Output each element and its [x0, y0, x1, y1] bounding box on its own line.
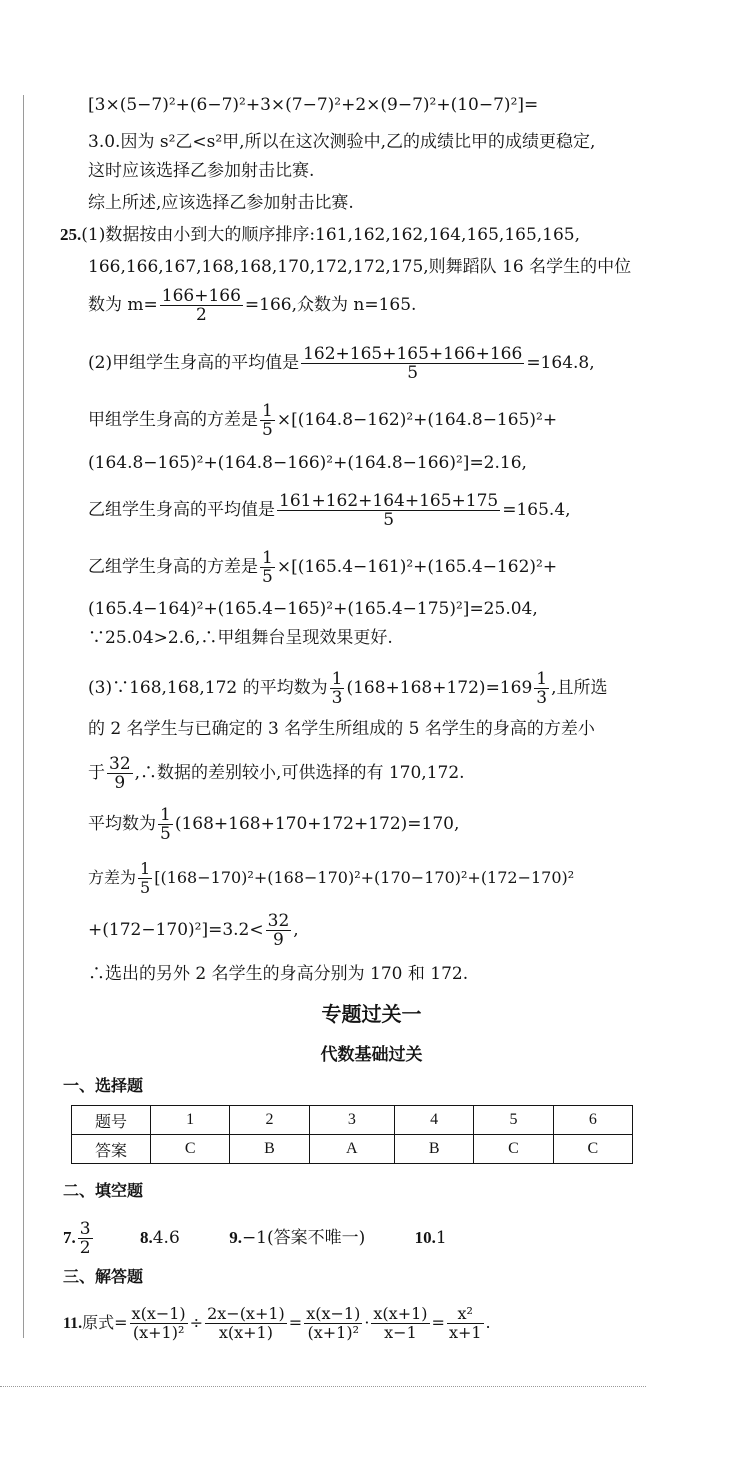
- q25-line-5: [88, 402, 557, 439]
- fraction: [130, 1305, 188, 1342]
- fraction: [266, 912, 292, 949]
- table-header-cell: 题号: [72, 1106, 151, 1135]
- q25-line-11: [88, 670, 608, 707]
- denominator: 5: [160, 824, 171, 844]
- q25-text: [(168−170)²+(168−170)²+(170−170)²+(172−170)²: [154, 868, 575, 887]
- fraction: [107, 755, 133, 792]
- prev-line-4: 综上所述,应该选择乙参加射击比赛.: [88, 193, 354, 213]
- table-row: [72, 1106, 633, 1135]
- table-cell: 3: [309, 1106, 394, 1135]
- q25-text: (1)数据按由小到大的顺序排序:161,162,162,164,165,165,165,: [81, 225, 581, 245]
- denominator: 5: [407, 363, 419, 383]
- table-cell: B: [230, 1135, 309, 1164]
- numerator: x(x+1): [373, 1304, 428, 1323]
- answer-text: 4.6: [152, 1228, 180, 1248]
- denominator: 9: [114, 773, 126, 793]
- prev-line-2: 3.0.因为 s²乙<s²甲,所以在这次测验中,乙的成绩比甲的成绩更稳定,: [88, 132, 596, 152]
- q25-text: +(172−170)²]=3.2<: [88, 920, 264, 940]
- prev-line-3: 这时应该选择乙参加射击比赛.: [88, 161, 315, 181]
- q25-line-2: 166,166,167,168,168,170,172,172,175,则舞蹈队 16 名学生的中位: [88, 257, 632, 277]
- heading-solutions: 三、解答题: [63, 1267, 144, 1286]
- q25-line-14: [88, 806, 459, 843]
- table-cell: 6: [553, 1106, 632, 1135]
- fraction: [78, 1220, 93, 1257]
- question-number: 10.: [414, 1228, 436, 1247]
- q25-text: 平均数为: [88, 814, 156, 834]
- prev-line-1: [3×(5−7)²+(6−7)²+3×(7−7)²+2×(9−7)²+(10−7)²]=: [88, 95, 539, 115]
- numerator: 1: [140, 859, 151, 878]
- q25-line-9: (165.4−164)²+(165.4−165)²+(165.4−175)²]=25.04,: [88, 599, 538, 619]
- q25-text: 方差为: [88, 868, 137, 887]
- fraction: [277, 492, 500, 529]
- q11-operator: =: [431, 1313, 445, 1332]
- q25-line-10: ∵25.04>2.6,∴甲组舞台呈现效果更好.: [88, 628, 393, 648]
- answer-text: 1: [435, 1228, 447, 1248]
- q25-text: 乙组学生身高的方差是: [88, 557, 258, 577]
- fraction: [160, 287, 243, 324]
- q25-line-12: 的 2 名学生与已确定的 3 名学生所组成的 5 名学生的身高的方差小: [88, 719, 595, 739]
- table-cell: 2: [230, 1106, 309, 1135]
- table-cell: 4: [395, 1106, 474, 1135]
- denominator: 5: [383, 510, 395, 530]
- q11-operator: ÷: [189, 1313, 204, 1332]
- q25-text: (168+168+170+172+172)=170,: [174, 814, 460, 834]
- denominator: 5: [140, 878, 151, 897]
- fraction: [158, 806, 173, 843]
- q25-line-17: ∴选出的另外 2 名学生的身高分别为 170 和 172.: [88, 964, 469, 984]
- q25-text: 于: [88, 763, 105, 783]
- heading-fill-blank: 二、填空题: [63, 1181, 144, 1200]
- q25-line-3: [88, 287, 416, 324]
- denominator: 5: [262, 420, 273, 440]
- footer-dotted-rule: [0, 1386, 646, 1387]
- fraction: [534, 670, 549, 707]
- heading-multiple-choice: 一、选择题: [63, 1076, 144, 1095]
- denominator: 9: [273, 930, 284, 950]
- numerator: 32: [267, 911, 290, 931]
- q25-line-15: [88, 860, 574, 897]
- question-number: 11.: [63, 1315, 83, 1332]
- q25-text: =164.8,: [526, 353, 595, 373]
- fraction: [260, 549, 275, 586]
- denominator: 3: [536, 688, 548, 708]
- numerator: x²: [447, 1305, 484, 1324]
- q11-text: .: [485, 1313, 491, 1332]
- denominator: x+1: [448, 1323, 482, 1342]
- denominator: 5: [262, 567, 273, 587]
- q11-line: [63, 1305, 491, 1342]
- q25-text: ,且所选: [551, 678, 608, 698]
- fraction: [138, 860, 152, 897]
- fraction: [260, 402, 275, 439]
- q25-text: ×[(165.4−161)²+(165.4−162)²+: [276, 557, 558, 577]
- numerator: 162+165+165+166+166: [303, 344, 523, 364]
- numerator: x(x−1): [131, 1304, 186, 1323]
- q25-line-7: [88, 492, 571, 529]
- numerator: 166+166: [161, 286, 241, 306]
- q25-text: =166,众数为 n=165.: [244, 295, 417, 315]
- q11-operator: ·: [364, 1313, 370, 1332]
- table-header-cell: 答案: [72, 1135, 151, 1164]
- table-cell: C: [151, 1135, 230, 1164]
- q25-line-8: [88, 549, 557, 586]
- section-subtitle: 代数基础过关: [320, 1045, 423, 1065]
- q25-text: 乙组学生身高的平均值是: [88, 500, 275, 520]
- q11-operator: =: [288, 1313, 303, 1332]
- q25-text: ×[(164.8−162)²+(164.8−165)²+: [276, 410, 558, 430]
- q25-text: (168+168+172)=169: [346, 678, 533, 698]
- denominator: 3: [331, 688, 343, 708]
- q11-text: 原式=: [82, 1313, 128, 1332]
- table-cell: A: [309, 1135, 394, 1164]
- numerator: 1: [536, 669, 548, 689]
- q25-line-16: [88, 912, 299, 949]
- table-cell: 5: [474, 1106, 553, 1135]
- q25-text: (2)甲组学生身高的平均值是: [88, 353, 300, 373]
- margin-line: [23, 95, 24, 1338]
- section-title: 专题过关一: [321, 1002, 422, 1026]
- numerator: 1: [262, 401, 273, 421]
- numerator: 32: [109, 754, 131, 774]
- q25-text: 甲组学生身高的方差是: [88, 410, 258, 430]
- question-number: 9.: [229, 1228, 242, 1247]
- numerator: 3: [79, 1219, 91, 1239]
- denominator: (x+1)²: [307, 1323, 359, 1342]
- fraction: [301, 345, 524, 382]
- q25-text: ,∴数据的差别较小,可供选择的有 170,172.: [134, 763, 465, 783]
- q25-text: ,: [293, 920, 299, 940]
- answer-text: −1(答案不唯一): [241, 1228, 366, 1248]
- q25-line-4: [88, 345, 595, 382]
- fraction: [205, 1305, 287, 1342]
- numerator: 161+162+164+165+175: [279, 491, 499, 511]
- numerator: 2x−(x+1): [207, 1304, 285, 1323]
- q25-line-6: (164.8−165)²+(164.8−166)²+(164.8−166)²]=2.16,: [88, 453, 527, 473]
- table-cell: 1: [151, 1106, 230, 1135]
- fraction: [330, 670, 345, 707]
- denominator: 2: [195, 305, 207, 325]
- fill-answers: [63, 1220, 447, 1257]
- q25-line-1: [60, 224, 580, 246]
- denominator: x−1: [384, 1323, 417, 1342]
- question-number: 7.: [63, 1228, 76, 1247]
- numerator: x(x−1): [306, 1304, 361, 1323]
- q25-text: (3)∵168,168,172 的平均数为: [88, 678, 328, 698]
- fraction: [371, 1305, 429, 1342]
- q25-number: 25.: [60, 225, 82, 244]
- table-cell: C: [553, 1135, 632, 1164]
- table-cell: B: [395, 1135, 474, 1164]
- numerator: 1: [262, 548, 273, 568]
- answer-table: [71, 1105, 633, 1164]
- q25-text: =165.4,: [502, 500, 571, 520]
- numerator: 1: [331, 669, 343, 689]
- fraction: [304, 1305, 362, 1342]
- table-row: [72, 1135, 633, 1164]
- numerator: 1: [160, 805, 171, 825]
- q25-line-13: [88, 755, 465, 792]
- table-cell: C: [474, 1135, 553, 1164]
- denominator: x(x+1): [218, 1323, 273, 1342]
- denominator: 2: [79, 1238, 91, 1258]
- denominator: (x+1)²: [132, 1323, 185, 1342]
- q25-text: 数为 m=: [88, 295, 158, 315]
- fraction: [447, 1305, 484, 1342]
- question-number: 8.: [139, 1228, 153, 1247]
